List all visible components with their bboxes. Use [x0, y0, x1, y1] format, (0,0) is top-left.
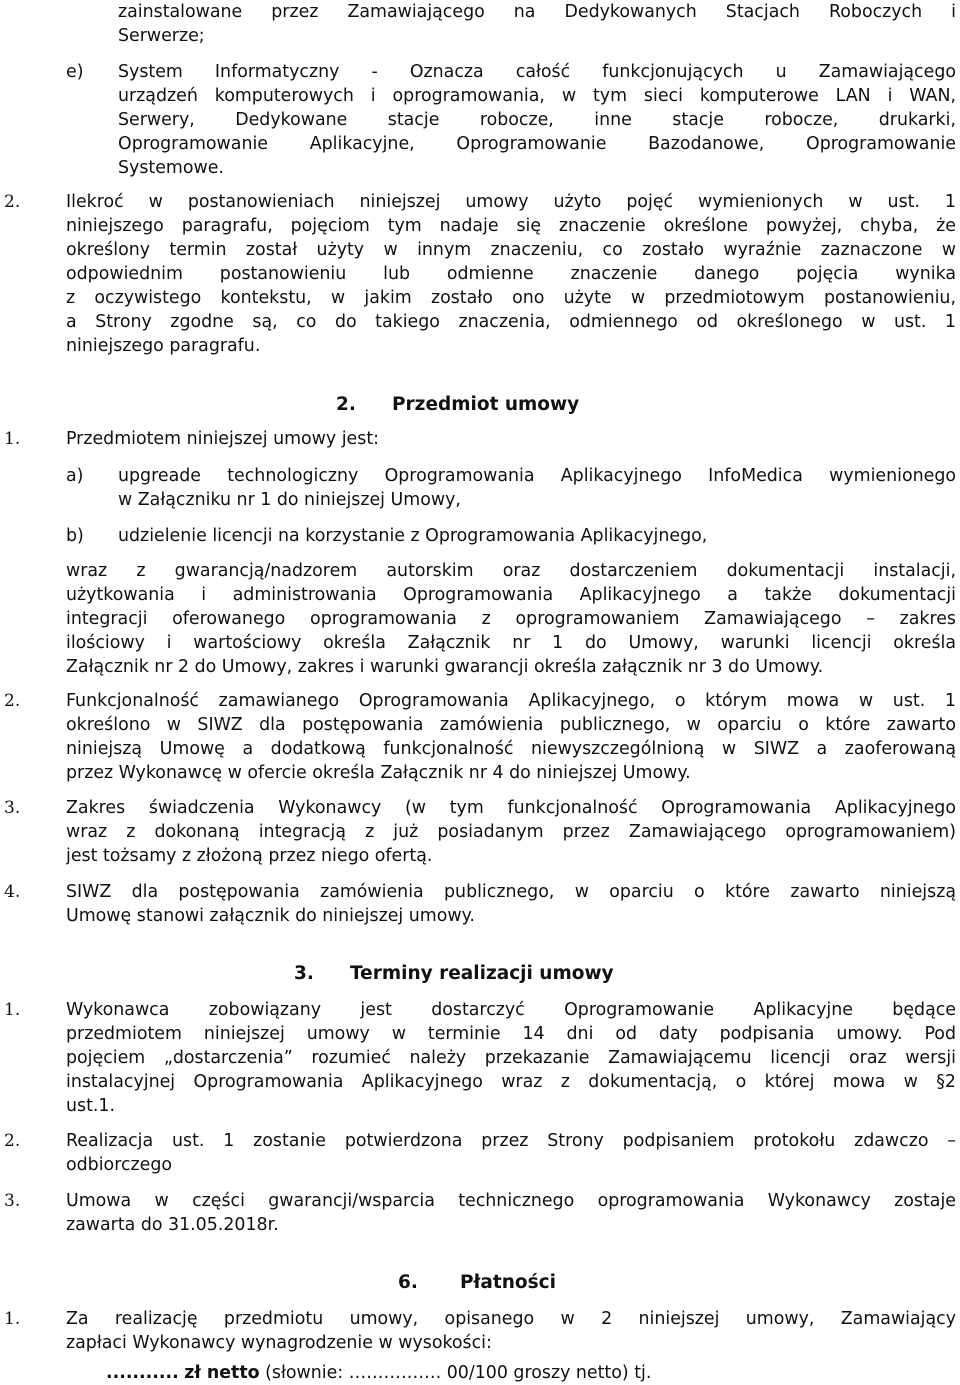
text-line: Systemowe.: [118, 158, 224, 178]
delivery-paragraph: [66, 998, 956, 1118]
siwz-paragraph: [66, 880, 956, 928]
acceptance-paragraph: [66, 1129, 956, 1177]
sub-item-label: a): [66, 466, 84, 486]
text-line: Oprogramowanie Aplikacyjne, Oprogramowanie Bazodanowe, Oprogramowanie: [118, 134, 956, 154]
text-line: Ilekroć w postanowieniach niniejszej umowy użyto pojęć wymienionych w ust. 1: [66, 192, 956, 212]
text-line: Za realizację przedmiotu umowy, opisanego w 2 niniejszej umowy, Zamawiający: [66, 1309, 956, 1329]
section-number: 2.: [336, 394, 356, 415]
amount-placeholder: ...........: [106, 1363, 179, 1383]
section-heading: [336, 393, 579, 417]
text-line: określono w SIWZ dla postępowania zamówienia publicznego, w oparciu o które zawarto: [66, 715, 956, 735]
sub-item-a: [118, 464, 956, 512]
text-line: przedmiotem niniejszej umowy w terminie 14 dni od daty podpisania umowy. Pod: [66, 1024, 956, 1044]
text-line: Zakres świadczenia Wykonawcy (w tym funkcjonalność Oprogramowania Aplikacyjnego: [66, 798, 956, 818]
sub-item-b: udzielenie licencji na korzystanie z Oprogramowania Aplikacyjnego,: [118, 526, 708, 546]
payment-paragraph: [66, 1307, 956, 1355]
functionality-paragraph: [66, 689, 956, 785]
text-line: integracji oferowanego oprogramowania z oprogramowaniem Zamawiającego – zakres: [66, 609, 956, 629]
continuation-paragraph: [118, 0, 956, 48]
text-line: zainstalowane przez Zamawiającego na Dedykowanych Stacjach Roboczych i: [118, 2, 956, 22]
warranty-paragraph: [66, 1189, 956, 1237]
text-line: Umowę stanowi załącznik do niniejszej umowy.: [66, 906, 475, 926]
sub-item-label: b): [66, 526, 84, 546]
section-title: Terminy realizacji umowy: [350, 963, 614, 984]
section-title: Płatności: [460, 1272, 556, 1293]
item-number: 2.: [4, 192, 21, 212]
text-line: ust.1.: [66, 1096, 116, 1116]
text-line: niniejszego paragrafu.: [66, 336, 261, 356]
text-line: a Strony zgodne są, co do takiego znaczenia, odmiennego od określonego w ust. 1: [66, 312, 956, 332]
item-number: 1.: [4, 1309, 21, 1329]
text-line: wraz z dokonaną integracją z już posiadanym przez Zamawiającego oprogramowaniem): [66, 822, 956, 842]
text-line: Realizacja ust. 1 zostanie potwierdzona przez Strony podpisaniem protokołu zdawczo –: [66, 1131, 956, 1151]
text-line: użytkowania i administrowania Oprogramowania Aplikacyjnego a także dokumentacji: [66, 585, 956, 605]
net-label: zł netto: [184, 1363, 260, 1383]
definition-label: e): [66, 62, 84, 82]
item-number: 3.: [4, 798, 21, 818]
text-line: upgreade technologiczny Oprogramowania Aplikacyjnego InfoMedica wymienionego: [118, 466, 956, 486]
item-number: 1.: [4, 429, 21, 449]
text-line: odpowiednim postanowieniu lub odmienne znaczenie danego pojęcia wynika: [66, 264, 956, 284]
text-line: Funkcjonalność zamawianego Oprogramowania Aplikacyjnego, o którym mowa w ust. 1: [66, 691, 956, 711]
amount-line: [106, 1361, 956, 1385]
subject-intro: Przedmiotem niniejszej umowy jest:: [66, 429, 379, 449]
section-title: Przedmiot umowy: [392, 394, 580, 415]
text-line: Wykonawca zobowiązany jest dostarczyć Oprogramowanie Aplikacyjne będące: [66, 1000, 956, 1020]
text-line: niniejszą Umowę a dodatkową funkcjonalność niewyszczególnioną w SIWZ a zaoferowaną: [66, 739, 956, 759]
text-line: ilościowy i wartościowy określa Załącznik nr 1 do Umowy, warunki licencji określa: [66, 633, 956, 653]
scope-paragraph: [66, 796, 956, 868]
amount-in-words: (słownie: ……………. 00/100 groszy netto) tj.: [265, 1363, 652, 1383]
text-line: SIWZ dla postępowania zamówienia publicznego, w oparciu o które zawarto niniejszą: [66, 882, 956, 902]
text-line: pojęciem „dostarczenia” rozumieć należy przekazanie Zamawiającemu licencji oraz wersji: [66, 1048, 956, 1068]
text-line: zawarta do 31.05.2018r.: [66, 1215, 279, 1235]
interpretation-paragraph: [66, 190, 956, 358]
text-line: w Załączniku nr 1 do niniejszej Umowy,: [118, 490, 461, 510]
section-number: 6.: [398, 1272, 418, 1293]
item-number: 2.: [4, 1131, 21, 1151]
section-number: 3.: [294, 963, 314, 984]
item-number: 3.: [4, 1191, 21, 1211]
item-number: 2.: [4, 691, 21, 711]
text-line: niniejszego paragrafu, pojęciom tym nadaje się znaczenie określone powyżej, chyba, że: [66, 216, 956, 236]
text-line: odbiorczego: [66, 1155, 173, 1175]
text-line: wraz z gwarancją/nadzorem autorskim oraz dostarczeniem dokumentacji instalacji,: [66, 561, 956, 581]
text-line: zapłaci Wykonawcy wynagrodzenie w wysokości:: [66, 1333, 492, 1353]
text-line: System Informatyczny - Oznacza całość funkcjonujących u Zamawiającego: [118, 62, 956, 82]
text-line: jest tożsamy z złożoną przez niego ofertą.: [66, 846, 433, 866]
text-line: instalacyjnej Oprogramowania Aplikacyjnego wraz z dokumentacją, o której mowa w §2: [66, 1072, 956, 1092]
text-line: Serwery, Dedykowane stacje robocze, inne stacje robocze, drukarki,: [118, 110, 956, 130]
text-line: określony termin został użyty w innym znaczeniu, co zostało wyraźnie zaznaczone w: [66, 240, 956, 260]
text-line: z oczywistego kontekstu, w jakim zostało ono użyte w przedmiotowym postanowieniu,: [66, 288, 956, 308]
text-line: Załącznik nr 2 do Umowy, zakres i warunki gwarancji określa załącznik nr 3 do Umowy.: [66, 657, 824, 677]
text-line: Serwerze;: [118, 26, 205, 46]
definition-system-informatyczny: [118, 60, 956, 180]
section-heading: [398, 1271, 556, 1295]
text-line: Umowa w części gwarancji/wsparcia technicznego oprogramowania Wykonawcy zostaje: [66, 1191, 956, 1211]
text-line: urządzeń komputerowych i oprogramowania, w tym sieci komputerowe LAN i WAN,: [118, 86, 956, 106]
item-number: 4.: [4, 882, 21, 902]
text-line: przez Wykonawcę w ofercie określa Załącznik nr 4 do niniejszej Umowy.: [66, 763, 691, 783]
item-number: 1.: [4, 1000, 21, 1020]
section-heading: [294, 962, 614, 986]
wraz-paragraph: [66, 559, 956, 679]
